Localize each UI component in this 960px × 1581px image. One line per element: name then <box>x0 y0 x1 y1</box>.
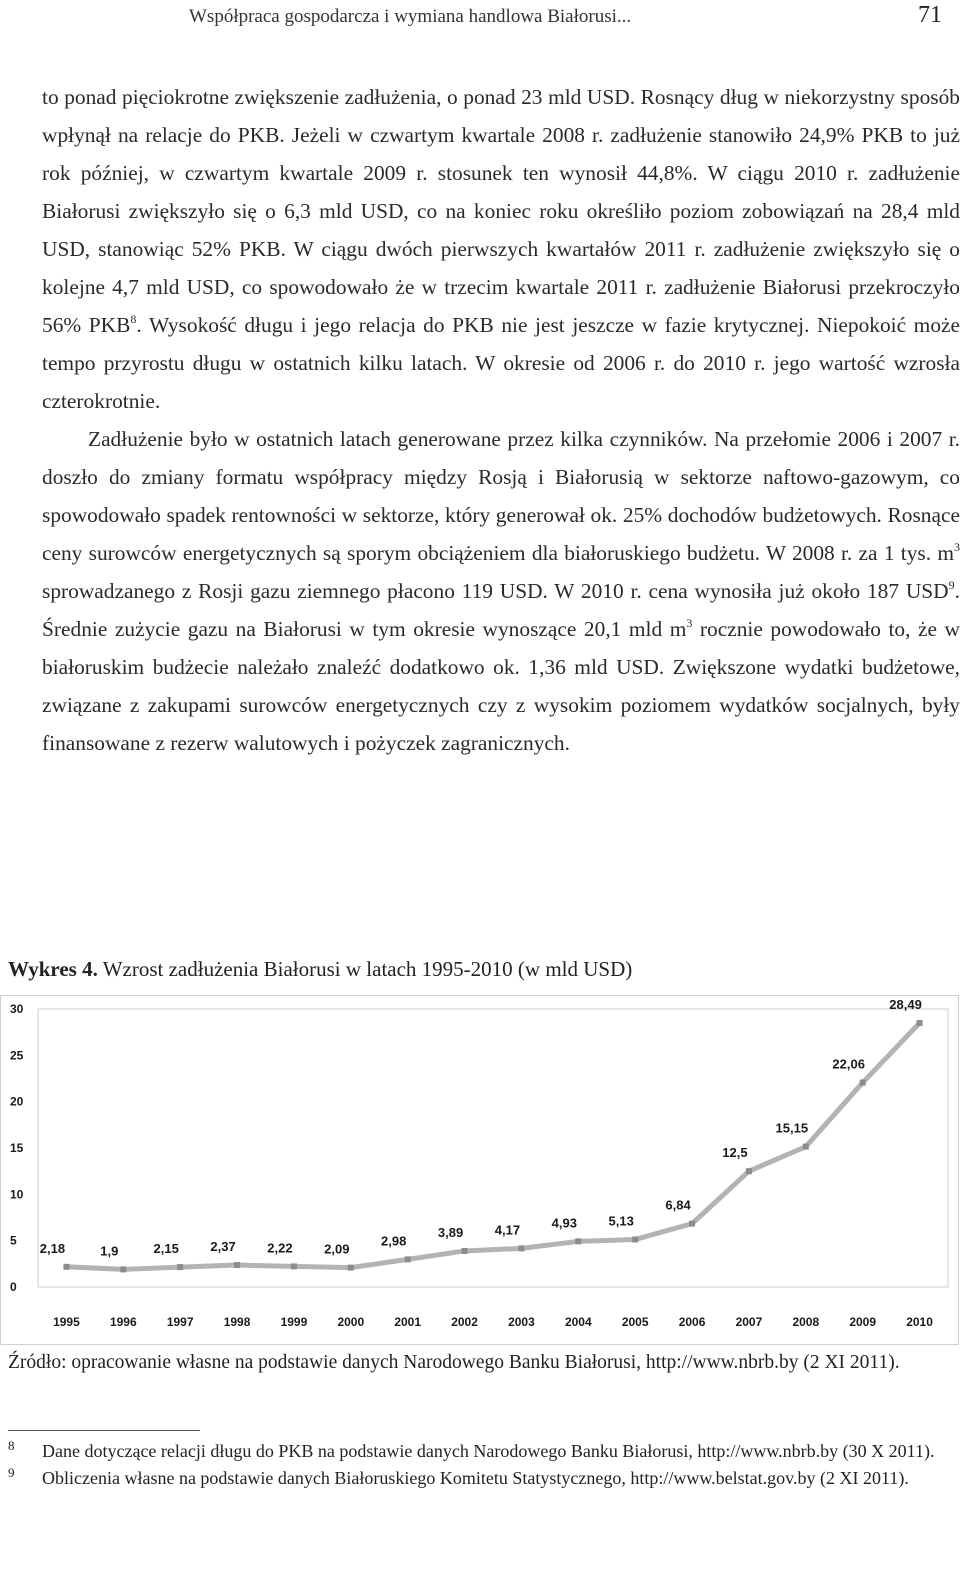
paragraph-2-text-cont: sprowadzanego z Rosji gazu ziemnego płacono 119 USD. W 2010 r. cena wynosiła już około 187 USD <box>42 579 949 603</box>
data-point <box>803 1144 809 1150</box>
footnote-8 <box>8 1438 953 1465</box>
figure-label: Wykres 4. <box>8 957 98 981</box>
running-head: Współpraca gospodarcza i wymiana handlowa Białorusi... <box>189 6 632 27</box>
x-tick-label: 2004 <box>564 1315 592 1329</box>
data-label: 2,18 <box>39 1240 66 1256</box>
series-line <box>66 1023 919 1269</box>
superscript-3: 3 <box>954 540 960 554</box>
data-point <box>348 1265 354 1271</box>
footnote-number: 8 <box>8 1438 15 1453</box>
data-point <box>860 1080 866 1086</box>
chart-source: Źródło: opracowanie własne na podstawie danych Narodowego Banku Białorusi, http://www.nbrb.by (2 XI 2011). <box>8 1352 900 1373</box>
data-point <box>177 1264 183 1270</box>
data-label: 6,84 <box>665 1197 691 1213</box>
paragraph-1-text: to ponad pięciokrotne zwiększenie zadłużenia, o ponad 23 mld USD. Rosnący dług w niekorzystny sposób wpłynął na relacje do PKB. Jeżeli w czwartym kwartale 2008 r. zadłużenie stanowiło 24,9% PKB to już rok później, w czwartym kwartale 2009 r. stosunek ten wynosił 44,8%. W ciągu 2010 r. zadłużenie Białorusi zwiększyło się o 6,3 mld USD, co na koniec roku określiło poziom zobowiązań na 28,4 mld USD, stanowiąc 52% PKB. W ciągu dwóch pierwszych kwartałów 2011 r. zadłużenie zwiększyło się o kolejne 4,7 mld USD, co spowodowało że w trzecim kwartale 2011 r. zadłużenie Białorusi przekroczyło 56% PKB <box>42 85 960 337</box>
debt-chart <box>0 995 960 1345</box>
x-tick-label: 1997 <box>166 1315 194 1329</box>
page-number: 71 <box>918 2 942 28</box>
data-point <box>120 1266 126 1272</box>
x-tick-label: 2000 <box>337 1315 365 1329</box>
data-point <box>63 1264 69 1270</box>
data-label: 2,98 <box>381 1233 407 1249</box>
figure-caption-text: Wzrost zadłużenia Białorusi w latach 1995-2010 (w mld USD) <box>97 957 633 981</box>
x-tick-label: 2007 <box>735 1315 763 1329</box>
body-text <box>42 78 960 762</box>
data-point <box>405 1256 411 1262</box>
paragraph-2 <box>42 420 960 762</box>
data-label: 2,37 <box>210 1239 236 1255</box>
data-label: 28,49 <box>889 996 922 1012</box>
x-tick-label: 1999 <box>280 1315 308 1329</box>
footnote-text: Dane dotyczące relacji długu do PKB na podstawie danych Narodowego Banku Białorusi, http://www.nbrb.by (30 X 2011). <box>42 1441 935 1461</box>
data-label: 2,15 <box>153 1241 179 1257</box>
footnote-9 <box>8 1465 953 1492</box>
paragraph-2-text-cont2: . Średnie zużycie gazu na Białorusi w tym okresie wynoszące 20,1 mld m <box>42 579 960 641</box>
data-point <box>518 1245 524 1251</box>
paragraph-2-text-cont3: rocznie powodowało to, że w białoruskim budżecie należało znaleźć dodatkowo ok. 1,36 mld USD. Zwiększone wydatki budżetowe, związane z zakupami surowców energetycznych czy z wysokim poziomem wydatków socjalnych, były finansowane z rezerw walutowych i pożyczek zagranicznych. <box>42 617 960 755</box>
data-label: 4,17 <box>494 1222 521 1238</box>
data-label: 1,9 <box>100 1243 119 1259</box>
y-tick-label: 10 <box>10 1187 24 1202</box>
data-label: 2,09 <box>324 1241 350 1257</box>
footnote-ref-9[interactable]: 9 <box>948 578 955 592</box>
data-label: 22,06 <box>832 1056 865 1072</box>
data-label: 3,89 <box>437 1224 464 1240</box>
paragraph-1 <box>42 78 960 420</box>
x-tick-label: 2001 <box>394 1315 422 1329</box>
data-point <box>746 1168 752 1174</box>
y-tick-label: 0 <box>10 1280 17 1294</box>
x-tick-label: 1998 <box>223 1315 251 1329</box>
data-point <box>234 1262 240 1268</box>
data-point <box>632 1236 638 1242</box>
data-point <box>291 1263 297 1269</box>
data-point <box>462 1248 468 1254</box>
footnotes <box>8 1438 953 1492</box>
x-tick-label: 2003 <box>508 1315 535 1329</box>
page-header <box>0 0 960 40</box>
paragraph-2-text: Zadłużenie było w ostatnich latach generowane przez kilka czynników. Na przełomie 2006 i 2007 r. doszło do zmiany formatu współpracy między Rosją i Białorusią w sektorze naftowo-gazowym, co spowodowało spadek rentowności w sektorze, który generował ok. 25% dochodów budżetowych. Rosnące ceny surowców energetycznych są sporym obciążeniem dla białoruskiego budżetu. W 2008 r. za 1 tys. m <box>42 427 960 565</box>
footnote-number: 9 <box>8 1465 15 1480</box>
y-tick-label: 15 <box>10 1141 24 1155</box>
data-label: 15,15 <box>775 1120 809 1136</box>
x-tick-label: 2002 <box>451 1315 478 1329</box>
figure-caption <box>8 957 632 982</box>
data-label: 4,93 <box>551 1215 577 1231</box>
x-tick-label: 2008 <box>792 1315 820 1329</box>
debt-line-chart <box>0 995 960 1345</box>
footnote-ref-8[interactable]: 8 <box>130 312 137 326</box>
x-tick-label: 1996 <box>109 1315 137 1329</box>
y-tick-label: 25 <box>10 1048 24 1063</box>
data-point <box>689 1221 695 1227</box>
y-tick-label: 30 <box>10 1002 24 1016</box>
footnote-divider <box>8 1430 200 1431</box>
data-label: 2,22 <box>267 1240 293 1256</box>
data-label: 5,13 <box>608 1213 634 1229</box>
x-tick-label: 2006 <box>678 1315 706 1329</box>
x-tick-label: 2009 <box>849 1315 877 1329</box>
y-tick-label: 20 <box>10 1094 24 1109</box>
footnote-text: Obliczenia własne na podstawie danych Białoruskiego Komitetu Statystycznego, http://www.belstat.gov.by (2 XI 2011). <box>42 1468 909 1488</box>
y-tick-label: 5 <box>10 1233 17 1248</box>
x-tick-label: 1995 <box>53 1315 80 1329</box>
data-point <box>917 1020 923 1026</box>
data-label: 12,5 <box>722 1145 748 1161</box>
chart-border <box>1 996 959 1345</box>
x-tick-label: 2010 <box>906 1315 933 1329</box>
paragraph-1-text-cont: . Wysokość długu i jego relacja do PKB nie jest jeszcze w fazie krytycznej. Niepokoić może tempo przyrostu długu w ostatnich kilku latach. W okresie od 2006 r. do 2010 r. jego wartość wzrosła czterokrotnie. <box>42 313 960 413</box>
x-tick-label: 2005 <box>621 1315 649 1329</box>
superscript-3b: 3 <box>686 616 693 630</box>
data-point <box>575 1238 581 1244</box>
